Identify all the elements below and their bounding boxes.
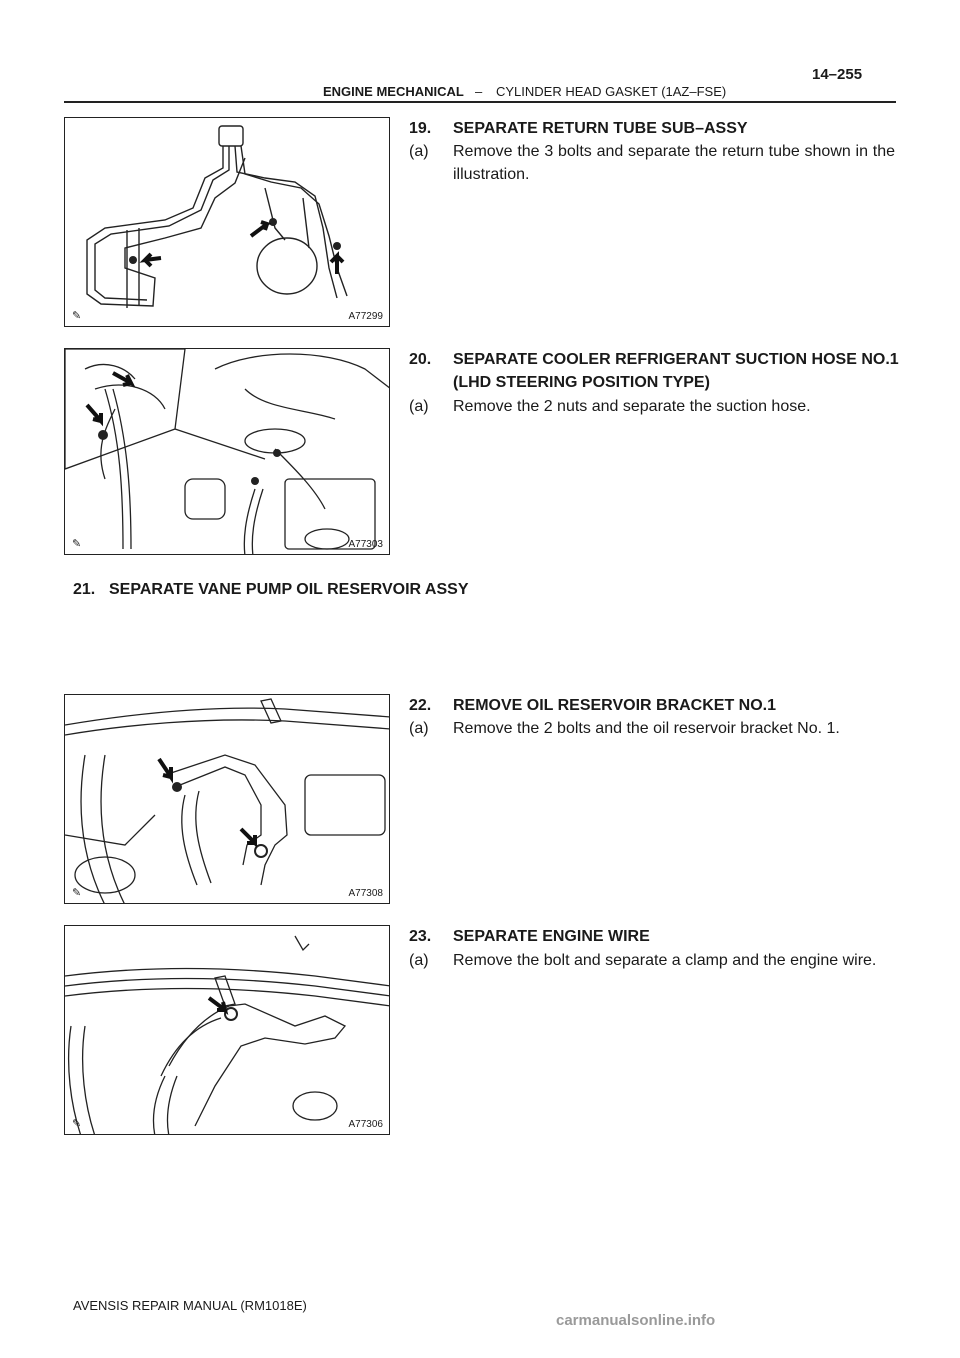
nut-icon: [98, 430, 108, 440]
arrow-icon: [331, 256, 343, 274]
figure-code: A77299: [348, 311, 383, 322]
arrow-icon: [159, 759, 171, 777]
nut-icon: [273, 449, 281, 457]
figure-return-tube: [64, 117, 390, 327]
figure-suction-hose: [64, 348, 390, 555]
step-title: SEPARATE COOLER REFRIGERANT SUCTION HOSE NO.1 (LHD STEERING POSITION TYPE): [453, 351, 899, 391]
header-dash: –: [475, 84, 483, 99]
figure-code: A77303: [348, 539, 383, 550]
step-number: 20.: [409, 351, 432, 368]
step-23-heading: [409, 925, 899, 948]
bolt-icon: [333, 242, 341, 250]
step-title: SEPARATE VANE PUMP OIL RESERVOIR ASSY: [109, 581, 469, 598]
step-number: 21.: [73, 581, 96, 598]
watermark: carmanualsonline.info: [556, 1312, 716, 1329]
step-20-instruction: [409, 395, 895, 418]
step-number: 19.: [409, 120, 432, 137]
step-title: REMOVE OIL RESERVOIR BRACKET NO.1: [453, 697, 777, 714]
arrow-icon: [145, 254, 161, 266]
step-20-heading: [409, 348, 899, 394]
arrow-icon: [241, 829, 255, 843]
step-22-instruction: [409, 717, 895, 740]
sub-text: Remove the 2 bolts and the oil reservoir bracket No. 1.: [453, 720, 840, 737]
header-section: ENGINE MECHANICAL: [323, 84, 464, 99]
step-19-instruction: [409, 140, 895, 186]
oil-reservoir-bracket-illustration: [65, 695, 390, 904]
header-topic: CYLINDER HEAD GASKET (1AZ–FSE): [496, 84, 727, 99]
step-title: SEPARATE RETURN TUBE SUB–ASSY: [453, 120, 748, 137]
figure-code: A77308: [348, 888, 383, 899]
figure-mark-icon: ✎: [72, 310, 82, 322]
arrow-icon: [113, 373, 131, 385]
sub-text: Remove the 2 nuts and separate the suction hose.: [453, 398, 811, 415]
sub-text: Remove the bolt and separate a clamp and the engine wire.: [453, 952, 877, 969]
sub-label: (a): [409, 143, 429, 160]
figure-code: A77306: [348, 1119, 383, 1130]
sub-label: (a): [409, 952, 429, 969]
figure-mark-icon: ✎: [72, 1118, 82, 1130]
return-tube-illustration: [65, 118, 390, 327]
bolt-icon: [129, 256, 137, 264]
suction-hose-illustration: [65, 349, 390, 555]
manual-footer: AVENSIS REPAIR MANUAL (RM1018E): [73, 1298, 307, 1313]
page-number: 14–255: [812, 66, 863, 83]
sub-label: (a): [409, 398, 429, 415]
step-title: SEPARATE ENGINE WIRE: [453, 928, 650, 945]
sub-text: Remove the 3 bolts and separate the return tube shown in the illustration.: [453, 143, 895, 183]
figure-mark-icon: ✎: [72, 887, 82, 899]
bolt-icon: [269, 218, 277, 226]
arrow-icon: [251, 222, 267, 236]
step-22-heading: [409, 694, 899, 717]
step-number: 23.: [409, 928, 432, 945]
engine-wire-illustration: [65, 926, 390, 1135]
figure-oil-reservoir-bracket: [64, 694, 390, 904]
step-19-heading: [409, 117, 899, 140]
figure-engine-wire: [64, 925, 390, 1135]
step-number: 22.: [409, 697, 432, 714]
figure-mark-icon: ✎: [72, 538, 82, 550]
bolt-icon: [172, 782, 182, 792]
nut-icon: [251, 477, 259, 485]
step-21-heading: [73, 578, 673, 601]
sub-label: (a): [409, 720, 429, 737]
step-23-instruction: [409, 949, 895, 972]
header-rule: [64, 101, 896, 103]
arrow-icon: [87, 405, 101, 421]
